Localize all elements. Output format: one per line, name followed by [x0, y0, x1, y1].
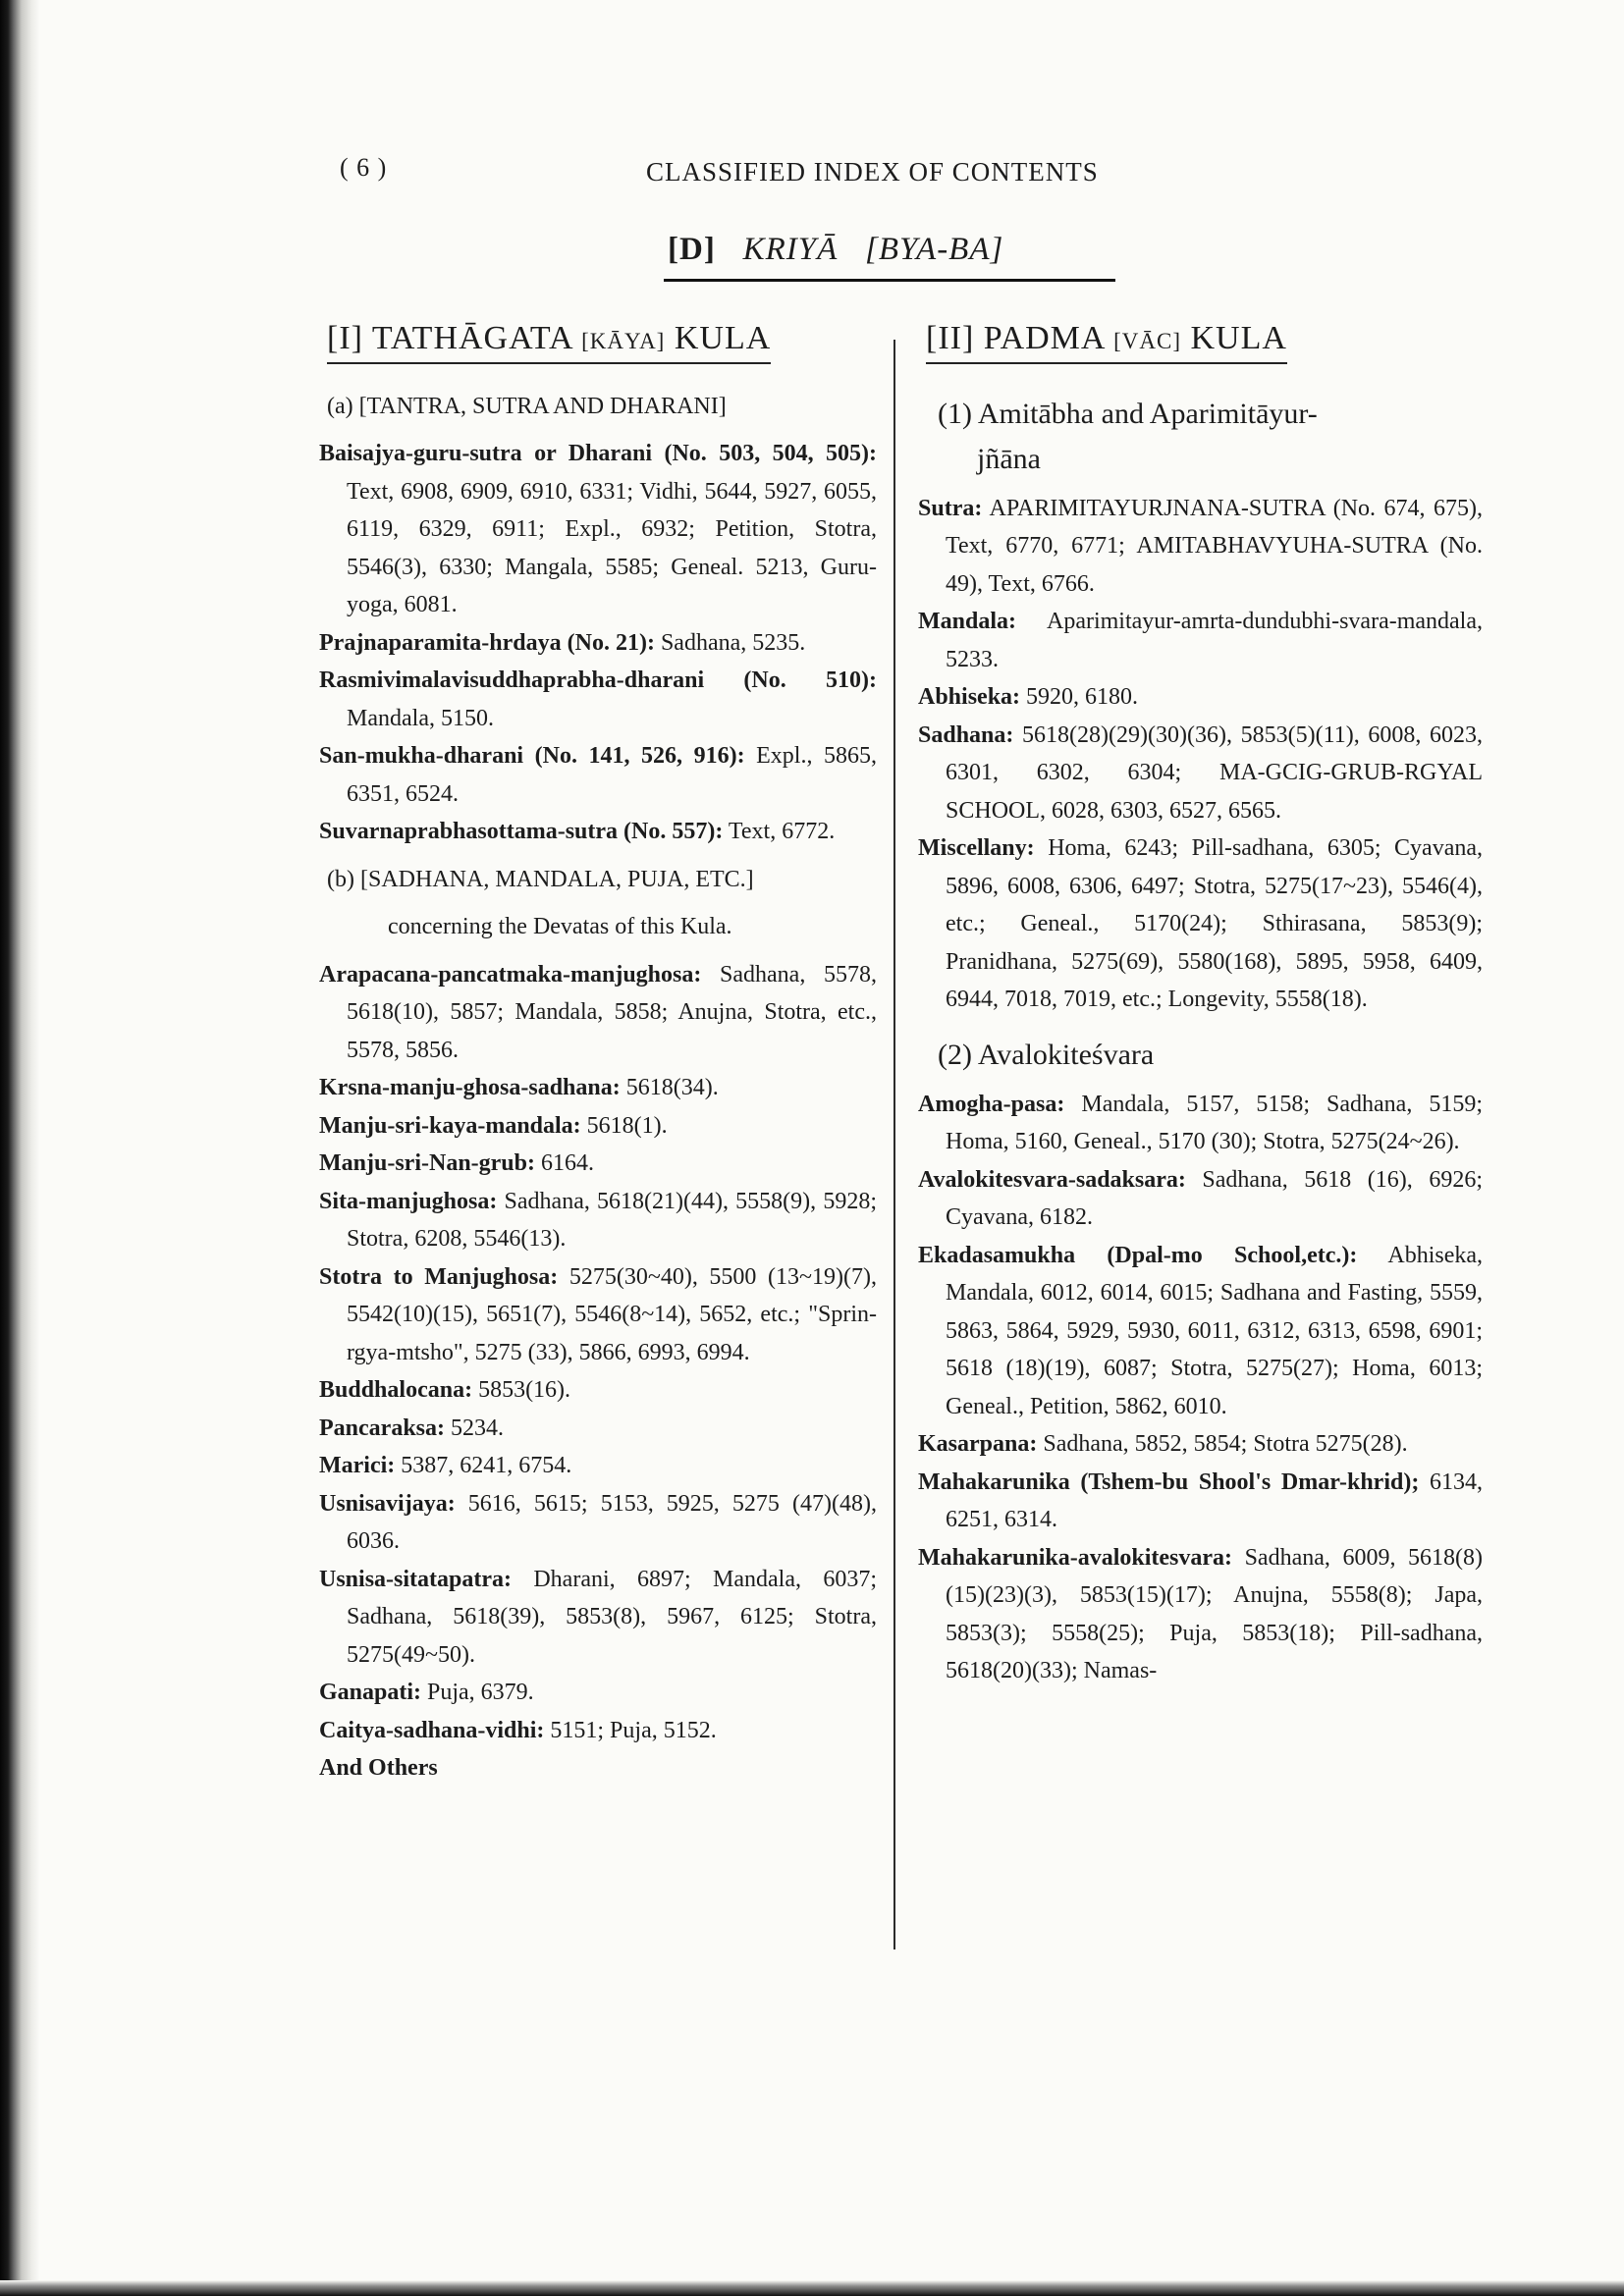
subheading-a: (a) [TANTRA, SUTRA AND DHARANI] [327, 393, 727, 419]
entry-list-b [319, 956, 877, 1788]
section-underline [664, 279, 1115, 282]
entry-references: Sadhana, 5578, 5618(10), 5857; Mandala, 5858; Anujna, Stotra, etc., 5578, 5856. [347, 961, 877, 1063]
entry-term: Usnisa-sitatapatra: [319, 1566, 512, 1592]
column-divider [893, 340, 895, 1949]
entry-references: Sadhana, 5618(21)(44), 5558(9), 5928; Stotra, 6208, 5546(13). [347, 1188, 877, 1252]
entry-term: Mandala: [918, 609, 1017, 634]
section-label: [D] [668, 232, 716, 267]
entry-term: Baisajya-guru-sutra or Dharani (No. 503, 504, 505): [319, 441, 877, 466]
index-entry [319, 1107, 877, 1146]
entry-references: 6164. [535, 1150, 594, 1176]
entry-term: Buddhalocana: [319, 1377, 473, 1403]
entry-references: Text, 6772. [723, 819, 836, 844]
entry-list-a [319, 435, 877, 851]
index-entry [319, 662, 877, 737]
entry-list-amitabha [918, 490, 1483, 1019]
subheading-amitabha: (1) Amitābha and Aparimitāyur- jñāna [938, 397, 1318, 475]
index-entry [319, 1561, 877, 1675]
left-column [319, 320, 877, 1788]
section-tibetan: [BYA-BA] [864, 232, 1004, 267]
index-entry [319, 1183, 877, 1258]
entry-term: Ekadasamukha (Dpal-mo School,etc.): [918, 1242, 1358, 1268]
entry-references: 6134, 6251, 6314. [946, 1468, 1483, 1532]
entry-term: Marici: [319, 1453, 396, 1478]
entry-references: Sadhana, 5235. [654, 629, 806, 656]
entry-term: Miscellany: [918, 835, 1035, 861]
entry-term: Amogha-pasa: [918, 1091, 1065, 1117]
index-entry [918, 603, 1483, 678]
running-title: CLASSIFIED INDEX OF CONTENTS [646, 157, 1099, 187]
index-entry [319, 737, 877, 813]
index-entry [918, 829, 1483, 1019]
page-number: ( 6 ) [340, 153, 388, 182]
entry-references: 5616, 5615; 5153, 5925, 5275 (47)(48), 6036. [347, 1490, 877, 1554]
entry-term: Abhiseka: [918, 684, 1021, 710]
entry-references: Sadhana, 5618 (16), 6926; Cyavana, 6182. [946, 1166, 1483, 1230]
entry-list-avalokitesvara [918, 1086, 1483, 1690]
index-entry [918, 1425, 1483, 1464]
entry-term: Mahakarunika-avalokitesvara: [918, 1544, 1233, 1571]
entry-term: Mahakarunika (Tshem-bu Shool's Dmar-khrid); [918, 1468, 1420, 1495]
index-entry [918, 1464, 1483, 1539]
index-entry [319, 1447, 877, 1485]
entry-references: Dharani, 6897; Mandala, 6037; Sadhana, 5618(39), 5853(8), 5967, 6125; Stotra, 5275(49~50). [347, 1566, 877, 1668]
index-entry [319, 435, 877, 624]
entry-references: 5387, 6241, 6754. [395, 1453, 572, 1478]
index-entry [918, 1237, 1483, 1426]
entry-term: San-mukha-dharani (No. 141, 526, 916): [319, 743, 745, 769]
entry-references: 5234. [445, 1415, 504, 1441]
subheading-avalokitesvara: (2) Avalokiteśvara [938, 1038, 1155, 1071]
entry-references: 5920, 6180. [1020, 684, 1139, 710]
book-binding-shadow [0, 0, 39, 2296]
index-entry [319, 1749, 877, 1788]
entry-term: Manju-sri-kaya-mandala: [319, 1112, 581, 1139]
kula-heading-padma: [II] PADMA [VĀC] KULA [926, 320, 1287, 364]
index-entry [319, 1258, 877, 1372]
entry-term: Krsna-manju-ghosa-sadhana: [319, 1075, 621, 1100]
subheading-b-note: concerning the Devatas of this Kula. [388, 914, 732, 939]
entry-references: Expl., 5865, 6351, 6524. [347, 743, 877, 807]
entry-references: 5618(1). [580, 1112, 668, 1139]
index-entry [918, 1086, 1483, 1161]
entry-term: Caitya-sadhana-vidhi: [319, 1717, 545, 1743]
entry-references: Mandala, 5150. [347, 705, 494, 731]
entry-term: Sutra: [918, 495, 983, 521]
entry-term: Avalokitesvara-sadaksara: [918, 1166, 1186, 1193]
entry-references: Abhiseka, Mandala, 6012, 6014, 6015; Sadhana and Fasting, 5559, 5863, 5864, 5929, 5930, 6011, 6312, 6313, 6598, 6901; 5618 (18)(19), 6087; Stotra, 5275(27); Homa, 6013; Geneal., Petition, 5862, 6010. [946, 1242, 1484, 1419]
index-entry [319, 1069, 877, 1107]
right-column [918, 320, 1483, 1690]
section-title: KRIYĀ [742, 232, 839, 267]
entry-term: Sita-manjughosa: [319, 1188, 498, 1214]
entry-term: Suvarnaprabhasottama-sutra (No. 557): [319, 819, 724, 844]
entry-term: Arapacana-pancatmaka-manjughosa: [319, 961, 702, 988]
entry-references: APARIMITAYURJNANA-SUTRA (No. 674, 675), Text, 6770, 6771; AMITABHAVYUHA-SUTRA (No. 49), Text, 6766. [946, 495, 1483, 597]
entry-references: 5618(28)(29)(30)(36), 5853(5)(11), 6008, 6023, 6301, 6302, 6304; MA-GCIG-GRUB-RGYAL SCHOOL, 6028, 6303, 6527, 6565. [946, 721, 1483, 824]
entry-term: Pancaraksa: [319, 1415, 445, 1441]
section-heading [668, 232, 1003, 268]
index-entry [918, 717, 1483, 830]
entry-references: 5618(34). [620, 1075, 719, 1100]
entry-references: 5275(30~40), 5500 (13~19)(7), 5542(10)(15), 5651(7), 5546(8~14), 5652, etc.; "Sprin-rgya-mtsho", 5275 (33), 5866, 6993, 6994. [347, 1263, 878, 1365]
entry-references: Text, 6908, 6909, 6910, 6331; Vidhi, 5644, 5927, 6055, 6119, 6329, 6911; Expl., 6932; Petition, Stotra, 5546(3), 6330; Mangala, 5585; Geneal. 5213, Guru-yoga, 6081. [347, 478, 877, 617]
entry-references: Puja, 6379. [421, 1680, 534, 1705]
index-entry [918, 678, 1483, 717]
entry-term: Manju-sri-Nan-grub: [319, 1150, 535, 1176]
entry-term: Usnisavijaya: [319, 1490, 456, 1517]
entry-term: And Others [319, 1755, 438, 1781]
kula-heading-tathagata: [I] TATHĀGATA [KĀYA] KULA [327, 320, 771, 364]
entry-term: Sadhana: [918, 721, 1014, 748]
entry-references: Sadhana, 5852, 5854; Stotra 5275(28). [1037, 1431, 1408, 1457]
entry-term: Ganapati: [319, 1680, 422, 1705]
index-entry [319, 1485, 877, 1561]
index-entry [319, 1410, 877, 1448]
entry-references: Homa, 6243; Pill-sadhana, 6305; Cyavana, 5896, 6008, 6306, 6497; Stotra, 5275(17~23), 5546(4), etc.; Geneal., 5170(24); Sthirasana, 5853(9); Pranidhana, 5275(69), 5580(168), 5895, 5958, 6409, 6944, 7018, 7019, etc.; Longevity, 5558(18). [946, 835, 1483, 1012]
entry-references: 5151; Puja, 5152. [544, 1717, 717, 1743]
entry-term: Prajnaparamita-hrdaya (No. 21): [319, 629, 655, 656]
entry-references: 5853(16). [472, 1377, 571, 1403]
entry-term: Stotra to Manjughosa: [319, 1263, 559, 1290]
entry-references: Sadhana, 6009, 5618(8)(15)(23)(3), 5853(15)(17); Anujna, 5558(8); Japa, 5853(3); 5558(25); Puja, 5853(18); Pill-sadhana, 5618(20)(33); Namas- [946, 1544, 1483, 1683]
subheading-b: (b) [SADHANA, MANDALA, PUJA, ETC.] [327, 866, 754, 892]
entry-references: Aparimitayur-amrta-dundubhi-svara-mandala, 5233. [946, 609, 1483, 672]
index-entry [319, 1145, 877, 1183]
index-entry [319, 1674, 877, 1712]
index-entry [319, 1371, 877, 1410]
entry-term: Rasmivimalavisuddhaprabha-dharani (No. 510): [319, 667, 877, 693]
index-entry [319, 956, 877, 1070]
index-entry [319, 624, 877, 663]
entry-term: Kasarpana: [918, 1431, 1038, 1457]
index-entry [319, 813, 877, 851]
index-entry [319, 1712, 877, 1750]
index-entry [918, 490, 1483, 604]
entry-references: Mandala, 5157, 5158; Sadhana, 5159; Homa, 5160, Geneal., 5170 (30); Stotra, 5275(24~26). [946, 1091, 1483, 1154]
index-entry [918, 1539, 1483, 1690]
page-bottom-edge [0, 2280, 1624, 2296]
index-entry [918, 1161, 1483, 1237]
